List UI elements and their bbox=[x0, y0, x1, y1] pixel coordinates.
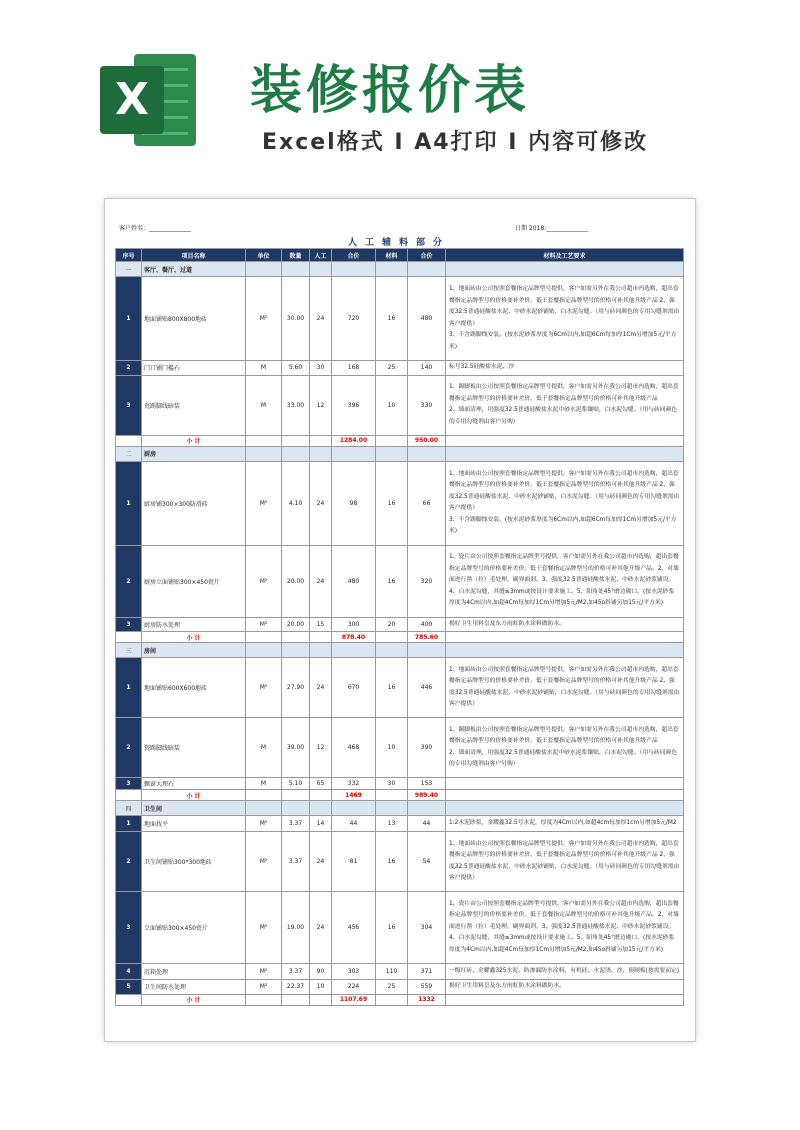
item-number: 3 bbox=[116, 375, 142, 435]
empty-cell bbox=[332, 801, 376, 816]
labor-cell: 14 bbox=[310, 816, 332, 832]
material-total-cell: 446 bbox=[408, 658, 446, 718]
empty-cell bbox=[376, 446, 408, 461]
subtotal-labor: 1469 bbox=[332, 790, 376, 801]
labor-cell: 15 bbox=[310, 617, 332, 632]
requirement-cell: 标号32.5硅酸盐水泥、沙 bbox=[446, 361, 684, 376]
unit-cell: M² bbox=[246, 461, 282, 545]
unit-cell: M² bbox=[246, 964, 282, 980]
empty-cell bbox=[246, 994, 282, 1005]
empty-cell bbox=[446, 790, 684, 801]
labor-total-cell: 98 bbox=[332, 461, 376, 545]
item-name: 厨房铺300×300防滑砖 bbox=[142, 461, 246, 545]
item-name: 地面找平 bbox=[142, 816, 246, 832]
group-row bbox=[116, 446, 684, 461]
material-total-cell: 320 bbox=[408, 545, 446, 617]
item-name: 地面铺贴600X600地砖 bbox=[142, 658, 246, 718]
requirement-cell: 1:2水泥砂浆，金耀鑫32.5号水泥，厚度为4Cm以内,如超4cm每加厚1cm另增加5元/M2 bbox=[446, 816, 684, 832]
labor-total-cell: 456 bbox=[332, 892, 376, 964]
empty-cell bbox=[282, 801, 310, 816]
excel-logo-icon bbox=[96, 50, 201, 150]
column-header: 合价 bbox=[332, 249, 376, 262]
group-number: 二 bbox=[116, 446, 142, 461]
material-cell: 30 bbox=[376, 778, 408, 790]
material-cell: 13 bbox=[376, 816, 408, 832]
requirement-cell: 1、踢脚板由公司按照套餐指定品牌型号提供，客户如需另外在我公司超市内选购，超出套餐指定品牌型号的价格要补差价。低于套餐指定品牌型号的价格可补其他升级产品 2、墙面清理，用强度32.5普通硅酸盐水泥中砂水泥浆镶贴，白水泥勾缝。（用与砖同颜色的专用勾缝剂由客户另购） bbox=[446, 375, 684, 435]
item-name: 沉箱处理 bbox=[142, 964, 246, 980]
requirement-cell: 揭好卫生用料皇及东方雨虹防水涂料做防水。 bbox=[446, 617, 684, 632]
subtotal-labor: 1107.69 bbox=[332, 994, 376, 1005]
column-header: 序号 bbox=[116, 249, 142, 262]
subtotal-label: 小 计 bbox=[142, 632, 246, 643]
labor-cell: 12 bbox=[310, 375, 332, 435]
subtotal-material: 950.00 bbox=[408, 435, 446, 446]
empty-cell bbox=[310, 632, 332, 643]
subtotal-material: 785.60 bbox=[408, 632, 446, 643]
table-row bbox=[116, 718, 684, 778]
requirement-cell: 1、瓷片由公司按照套餐指定品牌型号提供，客户如需另外在我公司超市内选购，超出套餐指定品牌型号的价格要补差价。低于套餐指定品牌型号的价格可补其他升级产品。2、对墙面进行凿（拉）毛处理，刷界面剂。3、强度32.5普通硅酸盐水泥、中砂水泥砂浆铺设。4、白水泥勾缝，其缝≤3mm或按设计要求施工。5、阳角处45°磨边砌口。(按水泥砂浆厚度为4Cm以内,如超4Cm每加厚1Cm另增加5元/M2,如45o斜铺另加15元/平方米) bbox=[446, 892, 684, 964]
unit-cell: M bbox=[246, 375, 282, 435]
unit-cell: M² bbox=[246, 545, 282, 617]
customer-line bbox=[115, 221, 685, 233]
requirement-cell: 一级红砖、金耀鑫325水泥、防渗漏防水涂料、有机硅、水泥浇、沙、预制板(按需要而定) bbox=[446, 964, 684, 980]
labor-total-cell: 480 bbox=[332, 545, 376, 617]
empty-cell bbox=[376, 632, 408, 643]
quantity-cell: 4.10 bbox=[282, 461, 310, 545]
empty-cell bbox=[282, 643, 310, 658]
unit-cell: M² bbox=[246, 892, 282, 964]
labor-cell: 24 bbox=[310, 832, 332, 892]
material-total-cell: 330 bbox=[408, 375, 446, 435]
labor-cell: 10 bbox=[310, 980, 332, 995]
empty-cell bbox=[310, 801, 332, 816]
item-number: 1 bbox=[116, 816, 142, 832]
group-row bbox=[116, 643, 684, 658]
subtotal-label: 小 计 bbox=[142, 790, 246, 801]
unit-cell: M² bbox=[246, 980, 282, 995]
material-cell: 25 bbox=[376, 361, 408, 376]
quantity-cell: 22.37 bbox=[282, 980, 310, 995]
subtotal-row bbox=[116, 632, 684, 643]
table-row bbox=[116, 617, 684, 632]
page-subtitle: Excel格式 I A4打印 I 内容可修改 bbox=[262, 130, 649, 155]
empty-cell bbox=[116, 790, 142, 801]
group-number: 一 bbox=[116, 262, 142, 277]
empty-cell bbox=[246, 643, 282, 658]
labor-cell: 90 bbox=[310, 964, 332, 980]
column-header: 数量 bbox=[282, 249, 310, 262]
quantity-cell: 39.00 bbox=[282, 718, 310, 778]
empty-cell bbox=[116, 994, 142, 1005]
quantity-cell: 20.00 bbox=[282, 545, 310, 617]
labor-total-cell: 300 bbox=[332, 617, 376, 632]
requirement-cell bbox=[446, 778, 684, 790]
quantity-cell: 27.90 bbox=[282, 658, 310, 718]
quantity-cell: 20.00 bbox=[282, 617, 310, 632]
table-row bbox=[116, 277, 684, 361]
customer-name-label: 客户姓名：______________ bbox=[119, 225, 192, 232]
labor-total-cell: 44 bbox=[332, 816, 376, 832]
group-name: 卫生间 bbox=[142, 801, 246, 816]
group-number: 三 bbox=[116, 643, 142, 658]
requirement-cell: 1、踢脚板由公司按照套餐指定品牌型号提供，客户如需另外在我公司超市内选购，超出套餐指定品牌型号的价格要补差价。低于套餐指定品牌型号的价格可补其他升级产品 2、墙面清理，用强度32.5普通硅酸盐水泥中砂水泥浆镶贴，白水泥勾缝。（用与砖同颜色的专用勾缝剂由客户另购） bbox=[446, 718, 684, 778]
unit-cell: M² bbox=[246, 617, 282, 632]
labor-total-cell: 303 bbox=[332, 964, 376, 980]
empty-cell bbox=[446, 994, 684, 1005]
labor-total-cell: 81 bbox=[332, 832, 376, 892]
subtotal-material: 989.40 bbox=[408, 790, 446, 801]
column-header: 合价 bbox=[408, 249, 446, 262]
table-row bbox=[116, 980, 684, 995]
empty-cell bbox=[408, 262, 446, 277]
requirement-cell: 揭好卫生用料皇及东方雨虹防水涂料做防水。 bbox=[446, 980, 684, 995]
empty-cell bbox=[310, 435, 332, 446]
labor-total-cell: 332 bbox=[332, 778, 376, 790]
subtotal-label: 小 计 bbox=[142, 994, 246, 1005]
table-row bbox=[116, 832, 684, 892]
table-row bbox=[116, 658, 684, 718]
item-number: 2 bbox=[116, 361, 142, 376]
material-cell: 16 bbox=[376, 832, 408, 892]
empty-cell bbox=[310, 262, 332, 277]
table-row bbox=[116, 816, 684, 832]
empty-cell bbox=[246, 790, 282, 801]
empty-cell bbox=[282, 632, 310, 643]
subtotal-label: 小 计 bbox=[142, 435, 246, 446]
labor-total-cell: 224 bbox=[332, 980, 376, 995]
material-cell: 20 bbox=[376, 617, 408, 632]
material-cell: 16 bbox=[376, 545, 408, 617]
unit-cell: M bbox=[246, 718, 282, 778]
item-name: 卫生间防水处理 bbox=[142, 980, 246, 995]
empty-cell bbox=[408, 801, 446, 816]
item-name: 卫生间铺贴300*300地砖 bbox=[142, 832, 246, 892]
empty-cell bbox=[376, 994, 408, 1005]
group-number: 四 bbox=[116, 801, 142, 816]
material-total-cell: 559 bbox=[408, 980, 446, 995]
column-header: 项目名称 bbox=[142, 249, 246, 262]
material-cell: 25 bbox=[376, 980, 408, 995]
material-total-cell: 44 bbox=[408, 816, 446, 832]
item-number: 3 bbox=[116, 778, 142, 790]
empty-cell bbox=[376, 643, 408, 658]
table-row bbox=[116, 375, 684, 435]
empty-cell bbox=[376, 801, 408, 816]
empty-cell bbox=[282, 446, 310, 461]
labor-total-cell: 670 bbox=[332, 658, 376, 718]
unit-cell: M² bbox=[246, 658, 282, 718]
empty-cell bbox=[246, 446, 282, 461]
table-row bbox=[116, 964, 684, 980]
unit-cell: M bbox=[246, 361, 282, 376]
empty-cell bbox=[332, 446, 376, 461]
subtotal-row bbox=[116, 994, 684, 1005]
table-row bbox=[116, 545, 684, 617]
column-header: 单位 bbox=[246, 249, 282, 262]
item-name: 瓷踢脚线暗装 bbox=[142, 718, 246, 778]
item-name: 飘窗大理石 bbox=[142, 778, 246, 790]
item-number: 5 bbox=[116, 980, 142, 995]
material-total-cell: 140 bbox=[408, 361, 446, 376]
table-header-row bbox=[116, 249, 684, 262]
item-number: 1 bbox=[116, 658, 142, 718]
empty-cell bbox=[376, 262, 408, 277]
empty-cell bbox=[408, 446, 446, 461]
group-name: 房间 bbox=[142, 643, 246, 658]
unit-cell: M² bbox=[246, 816, 282, 832]
group-row bbox=[116, 801, 684, 816]
empty-cell bbox=[408, 643, 446, 658]
item-name: 门口铺门槛石 bbox=[142, 361, 246, 376]
item-name: 地面铺贴800X800地砖 bbox=[142, 277, 246, 361]
quantity-cell: 5.10 bbox=[282, 778, 310, 790]
material-total-cell: 66 bbox=[408, 461, 446, 545]
quantity-cell: 3.37 bbox=[282, 816, 310, 832]
material-total-cell: 390 bbox=[408, 718, 446, 778]
item-number: 2 bbox=[116, 545, 142, 617]
item-number: 2 bbox=[116, 718, 142, 778]
subtotal-labor: 1284.00 bbox=[332, 435, 376, 446]
column-header: 人工 bbox=[310, 249, 332, 262]
quantity-cell: 19.00 bbox=[282, 892, 310, 964]
labor-cell: 24 bbox=[310, 892, 332, 964]
column-header: 材料及工艺要求 bbox=[446, 249, 684, 262]
empty-cell bbox=[246, 801, 282, 816]
labor-cell: 24 bbox=[310, 658, 332, 718]
labor-total-cell: 396 bbox=[332, 375, 376, 435]
material-cell: 16 bbox=[376, 461, 408, 545]
empty-cell bbox=[310, 790, 332, 801]
item-name: 厨房防水处理 bbox=[142, 617, 246, 632]
empty-cell bbox=[332, 643, 376, 658]
item-number: 1 bbox=[116, 461, 142, 545]
material-cell: 16 bbox=[376, 658, 408, 718]
labor-cell: 24 bbox=[310, 277, 332, 361]
table-row bbox=[116, 778, 684, 790]
material-total-cell: 153 bbox=[408, 778, 446, 790]
unit-cell: M² bbox=[246, 832, 282, 892]
table-row bbox=[116, 892, 684, 964]
table-row bbox=[116, 461, 684, 545]
subtotal-row bbox=[116, 435, 684, 446]
material-total-cell: 480 bbox=[408, 277, 446, 361]
empty-cell bbox=[246, 262, 282, 277]
empty-cell bbox=[446, 632, 684, 643]
item-number: 4 bbox=[116, 964, 142, 980]
quantity-cell: 33.00 bbox=[282, 375, 310, 435]
labor-cell: 24 bbox=[310, 461, 332, 545]
labor-cell: 30 bbox=[310, 361, 332, 376]
subtotal-material: 1332 bbox=[408, 994, 446, 1005]
unit-cell: M² bbox=[246, 277, 282, 361]
labor-cell: 12 bbox=[310, 718, 332, 778]
material-cell: 16 bbox=[376, 277, 408, 361]
banner bbox=[0, 0, 800, 190]
empty-cell bbox=[246, 632, 282, 643]
requirement-cell: 1、地面砖由公司按照套餐指定品牌型号提供，客户如需另外在我公司超市内选购，超出套餐指定品牌型号的价格要补差价。低于套餐指定品牌型号的价格可补其他升级产品 2、强度32.5普通硅酸盐水泥、中砂水泥砂铺贴，白水泥勾缝。（用与砖同颜色的专用勾缝剂需由客户提供） 3、不含踢脚线安装。(按水泥砂浆厚度为6Cm以内,如超6Cm每加厚1Cm另增加5元/平方米) bbox=[446, 461, 684, 545]
item-number: 2 bbox=[116, 832, 142, 892]
subtotal-labor: 878.40 bbox=[332, 632, 376, 643]
section-title: 人工辅料部分 bbox=[347, 238, 450, 248]
item-number: 3 bbox=[116, 617, 142, 632]
item-name: 立面铺贴300×450瓷片 bbox=[142, 892, 246, 964]
subtotal-row bbox=[116, 790, 684, 801]
empty-cell bbox=[282, 994, 310, 1005]
quote-table bbox=[115, 248, 684, 1006]
material-total-cell: 400 bbox=[408, 617, 446, 632]
material-total-cell: 304 bbox=[408, 892, 446, 964]
empty-cell bbox=[310, 994, 332, 1005]
labor-total-cell: 720 bbox=[332, 277, 376, 361]
quantity-cell: 3.37 bbox=[282, 832, 310, 892]
group-row bbox=[116, 262, 684, 277]
empty-cell bbox=[310, 643, 332, 658]
empty-cell bbox=[246, 435, 282, 446]
empty-cell bbox=[446, 643, 684, 658]
item-name: 厨房立面铺贴300×450瓷片 bbox=[142, 545, 246, 617]
table-row bbox=[116, 361, 684, 376]
labor-total-cell: 468 bbox=[332, 718, 376, 778]
empty-cell bbox=[282, 790, 310, 801]
empty-cell bbox=[282, 262, 310, 277]
material-cell: 10 bbox=[376, 718, 408, 778]
empty-cell bbox=[446, 262, 684, 277]
column-header: 材料 bbox=[376, 249, 408, 262]
empty-cell bbox=[446, 435, 684, 446]
material-cell: 16 bbox=[376, 892, 408, 964]
quantity-cell: 30.00 bbox=[282, 277, 310, 361]
labor-cell: 65 bbox=[310, 778, 332, 790]
material-cell: 10 bbox=[376, 375, 408, 435]
requirement-cell: 1、地面砖由公司按照套餐指定品牌型号提供，客户如需另外在我公司超市内选购，超出套餐指定品牌型号的价格要补差价。低于套餐指定品牌型号的价格可补其他升级产品 2、强度32.5普通硅酸盐水泥、中砂水泥砂铺贴，白水泥勾缝。（用与砖同颜色的专用勾缝剂需由客户提供） bbox=[446, 658, 684, 718]
spreadsheet-page bbox=[104, 198, 696, 1042]
item-name: 瓷踢脚线暗装 bbox=[142, 375, 246, 435]
item-number: 1 bbox=[116, 277, 142, 361]
group-name: 厨房 bbox=[142, 446, 246, 461]
empty-cell bbox=[332, 262, 376, 277]
page-title: 装修报价表 bbox=[250, 61, 531, 121]
requirement-cell: 1、地面砖由公司按照套餐指定品牌型号提供，客户如需另外在我公司超市内选购，超出套餐指定品牌型号的价格要补差价。低于套餐指定品牌型号的价格可补其他升级产品 2、强度32.5普通硅酸盐水泥、中砂水泥砂铺贴，白水泥勾缝。（用与砖同颜色的专用勾缝剂需由客户提供） 3、不含踢脚线安装。(按水泥砂浆厚度为6Cm以内,如超6Cm每加厚1Cm另增加5元/平方米) bbox=[446, 277, 684, 361]
empty-cell bbox=[446, 446, 684, 461]
item-number: 3 bbox=[116, 892, 142, 964]
requirement-cell: 1、地面砖由公司按照套餐指定品牌型号提供，客户如需另外在我公司超市内选购，超出套餐指定品牌型号的价格要补差价。低于套餐指定品牌型号的价格可补其他升级产品 2、强度32.5普通硅酸盐水泥、中砂水泥砂铺贴，白水泥勾缝。（用与砖同颜色的专用勾缝剂需由客户提供） bbox=[446, 832, 684, 892]
empty-cell bbox=[376, 435, 408, 446]
empty-cell bbox=[446, 801, 684, 816]
quantity-cell: 5.60 bbox=[282, 361, 310, 376]
date-label: 日期 2018:______________ bbox=[515, 225, 589, 232]
group-name: 客厅、餐厅、过道 bbox=[142, 262, 246, 277]
empty-cell bbox=[310, 446, 332, 461]
empty-cell bbox=[282, 435, 310, 446]
empty-cell bbox=[376, 790, 408, 801]
material-total-cell: 371 bbox=[408, 964, 446, 980]
material-total-cell: 54 bbox=[408, 832, 446, 892]
requirement-cell: 1、瓷片由公司按照套餐指定品牌型号提供，客户如需另外在我公司超市内选购，超出套餐指定品牌型号的价格要补差价。低于套餐指定品牌型号的价格可补其他升级产品。2、对墙面进行凿（拉）毛处理，刷界面剂。3、强度32.5普通硅酸盐水泥、中砂水泥砂浆铺设。4、白水泥勾缝，其缝≤3mm或按设计要求施工。5、阳角处45°磨边砌口。(按水泥砂浆厚度为4Cm以内,如超4Cm每加厚1Cm另增加5元/M2,如45o斜铺另加15元/平方米) bbox=[446, 545, 684, 617]
logo-letter: X bbox=[100, 66, 164, 134]
labor-cell: 24 bbox=[310, 545, 332, 617]
empty-cell bbox=[116, 435, 142, 446]
labor-total-cell: 168 bbox=[332, 361, 376, 376]
material-cell: 110 bbox=[376, 964, 408, 980]
quantity-cell: 3.37 bbox=[282, 964, 310, 980]
unit-cell: M bbox=[246, 778, 282, 790]
empty-cell bbox=[116, 632, 142, 643]
